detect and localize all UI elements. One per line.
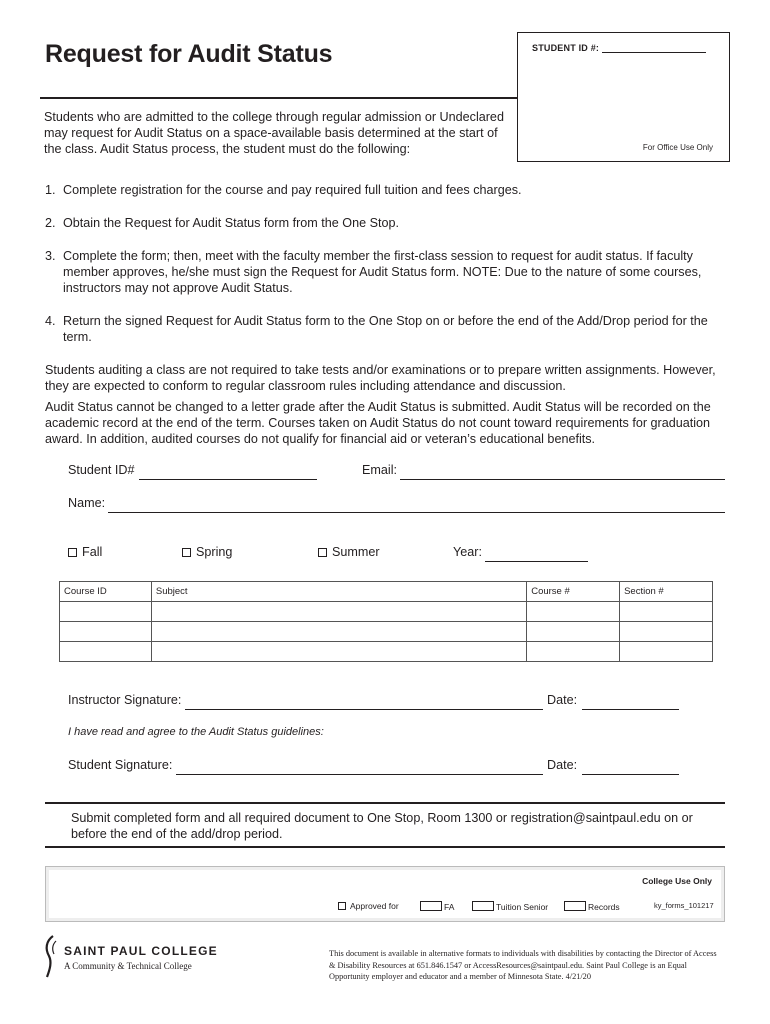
step-number: 4.: [45, 314, 56, 328]
col-section-number: Section #: [620, 582, 713, 602]
office-use-box: [517, 32, 730, 162]
email-label: Email:: [362, 463, 397, 477]
table-cell[interactable]: [620, 642, 713, 662]
college-use-box: [45, 866, 725, 922]
fall-label: Fall: [82, 545, 103, 559]
table-cell[interactable]: [151, 602, 526, 622]
col-course-id: Course ID: [60, 582, 152, 602]
accessibility-note: This document is available in alternative formats to individuals with disabilities by contacting the Director of Access & Disability Resources at 651.846.1547 or AccessResources@saintpaul.edu. Saint Paul College is an Equal Opportunity employer and educator and a member of Minnesota State. 4/21/20: [329, 949, 717, 981]
records-label: Records: [588, 902, 620, 912]
step-text: Complete registration for the course and pay required full tuition and fees charges.: [63, 183, 522, 197]
step-number: 1.: [45, 183, 56, 197]
year-label: Year:: [453, 545, 482, 559]
term-fall[interactable]: [68, 545, 102, 559]
office-use-label: For Office Use Only: [642, 143, 713, 152]
student-signature-input[interactable]: [176, 774, 543, 775]
tuition-senior-label: Tuition Senior: [496, 902, 549, 912]
student-date-input[interactable]: [582, 774, 679, 775]
college-logo-icon: [44, 935, 60, 979]
student-id-input[interactable]: [139, 479, 317, 480]
records-box[interactable]: [564, 901, 586, 911]
step-text: Return the signed Request for Audit Status form to the One Stop on or before the end of the Add/Drop period for the term.: [63, 314, 708, 344]
instructor-signature-label: Instructor Signature:: [68, 693, 182, 707]
col-subject: Subject: [151, 582, 526, 602]
step-number: 3.: [45, 249, 56, 263]
auditing-rules-paragraph: Students auditing a class are not required to take tests and/or examinations or to prepare written assignments. However, they are expected to conform to regular classroom rules including attendance and discussion.: [45, 363, 716, 393]
col-course-number: Course #: [527, 582, 620, 602]
table-cell[interactable]: [527, 602, 620, 622]
office-student-id-field[interactable]: [602, 42, 706, 53]
table-row: [60, 642, 713, 662]
audit-grade-paragraph: Audit Status cannot be changed to a letter grade after the Audit Status is submitted. Audit Status will be recorded on the academic record at the end of the term. Courses taken on Audit Status do not count toward requirements for graduation award. In addition, audited courses do not qualify for financial aid or veteran’s educational benefits.: [45, 400, 711, 446]
step-text: Obtain the Request for Audit Status form from the One Stop.: [63, 216, 400, 230]
fa-option[interactable]: [420, 901, 454, 912]
tuition-senior-option[interactable]: [472, 901, 548, 912]
fa-label: FA: [444, 902, 455, 912]
table-header-row: [60, 582, 713, 602]
intro-paragraph: Students who are admitted to the college through regular admission or Undeclared may request for Audit Status on a space-available basis determined at the start of the class. Audit Status process, the student must do the following:: [44, 110, 504, 156]
student-date-label: Date:: [547, 758, 578, 772]
submit-divider-top: [45, 802, 725, 804]
fa-box[interactable]: [420, 901, 442, 911]
table-cell[interactable]: [60, 642, 152, 662]
title-divider: [40, 97, 518, 99]
fall-checkbox[interactable]: [68, 548, 77, 557]
table-cell[interactable]: [620, 602, 713, 622]
instructor-signature-input[interactable]: [185, 709, 543, 710]
instructor-date-input[interactable]: [582, 709, 679, 710]
college-use-title: College Use Only: [642, 876, 712, 886]
list-item: [45, 182, 735, 198]
summer-checkbox[interactable]: [318, 548, 327, 557]
name-input[interactable]: [108, 512, 725, 513]
table-row: [60, 602, 713, 622]
student-signature-label: Student Signature:: [68, 758, 173, 772]
page-title: Request for Audit Status: [45, 40, 333, 68]
table-cell[interactable]: [527, 642, 620, 662]
tuition-senior-box[interactable]: [472, 901, 494, 911]
term-summer[interactable]: [318, 545, 380, 559]
step-text: Complete the form; then, meet with the faculty member the first-class session to request for audit status. If faculty member approves, he/she must sign the Request for Audit Status form. NOTE: Due to the nature of some courses, instructors may not approve Audit Status.: [63, 249, 702, 295]
instructor-date-label: Date:: [547, 693, 578, 707]
form-code: ky_forms_101217: [654, 901, 714, 910]
table-cell[interactable]: [60, 602, 152, 622]
college-subtitle: A Community & Technical College: [64, 961, 192, 971]
table-cell[interactable]: [527, 622, 620, 642]
agree-text: I have read and agree to the Audit Status guidelines:: [68, 726, 324, 738]
summer-label: Summer: [332, 545, 380, 559]
course-table: [59, 581, 713, 662]
email-input[interactable]: [400, 479, 725, 480]
spring-checkbox[interactable]: [182, 548, 191, 557]
college-name: SAINT PAUL COLLEGE: [64, 944, 218, 958]
student-id-label: Student ID#: [68, 463, 135, 477]
approved-checkbox[interactable]: [338, 902, 346, 910]
office-student-id: [532, 42, 706, 53]
approved-label: Approved for: [350, 901, 399, 911]
records-option[interactable]: [564, 901, 620, 912]
term-spring[interactable]: [182, 545, 232, 559]
step-number: 2.: [45, 216, 56, 230]
table-cell[interactable]: [60, 622, 152, 642]
office-student-id-label: STUDENT ID #:: [532, 43, 600, 53]
year-input[interactable]: [485, 561, 588, 562]
table-cell[interactable]: [151, 622, 526, 642]
list-item: [45, 215, 735, 231]
table-row: [60, 622, 713, 642]
table-cell[interactable]: [620, 622, 713, 642]
table-cell[interactable]: [151, 642, 526, 662]
spring-label: Spring: [196, 545, 233, 559]
submit-instructions: Submit completed form and all required document to One Stop, Room 1300 or registration@saintpaul.edu on or before the end of the add/drop period.: [71, 811, 693, 841]
submit-divider-bottom: [45, 846, 725, 848]
name-label: Name:: [68, 496, 106, 510]
approved-for[interactable]: [338, 901, 399, 911]
list-item: [45, 313, 735, 345]
steps-list: [45, 182, 735, 362]
list-item: [45, 248, 735, 296]
